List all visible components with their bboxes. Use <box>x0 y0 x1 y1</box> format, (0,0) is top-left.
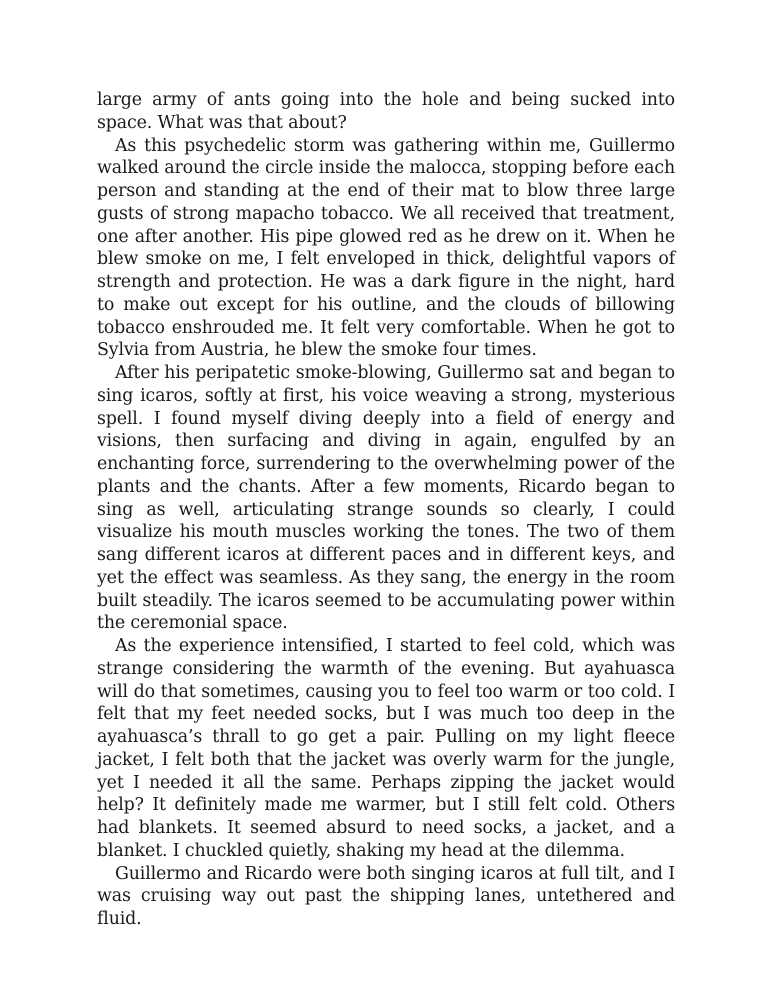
paragraph-icaros: After his peripatetic smoke-blowing, Guillermo sat and began to sing icaros, softly at first, his voice weaving a strong, mysterious spell. I found myself diving deeply into a field of energy and visions, then surfacing and diving in again, engulfed by an enchanting force, surrendering to the overwhelming power of the plants and the chants. After a few moments, Ricardo began to sing as well, articulating strange sounds so clearly, I could visualize his mouth muscles working the tones. The two of them sang different icaros at different paces and in different keys, and yet the effect was seamless. As they sang, the energy in the room built steadily. The icaros seemed to be accumulating power within the ceremonial space. <box>97 363 675 634</box>
paragraph-continued: large army of ants going into the hole and being sucked into space. What was that about? <box>97 90 675 133</box>
paragraph-smoke-blowing: As this psychedelic storm was gathering within me, Guillermo walked around the circle inside the malocca, stopping before each person and standing at the end of their mat to blow three large gusts of strong mapacho tobacco. We all received that treatment, one after another. His pipe glowed red as he drew on it. When he blew smoke on me, I felt enveloped in thick, delightful vapors of strength and protection. He was a dark figure in the night, hard to make out except for his outline, and the clouds of billowing tobacco enshrouded me. It felt very comfortable. When he got to Sylvia from Austria, he blew the smoke four times. <box>97 135 675 361</box>
paragraph-feeling-cold: As the experience intensified, I started to feel cold, which was strange considering the warmth of the evening. But ayahuasca will do that sometimes, causing you to feel too warm or too cold. I felt that my feet needed socks, but I was much too deep in the ayahuasca’s thrall to go get a pair. Pulling on my light fleece jacket, I felt both that the jacket was overly warm for the jungle, yet I needed it all the same. Perhaps zipping the jacket would help? It definitely made me warmer, but I still felt cold. Others had blankets. It seemed absurd to need socks, a jacket, and a blanket. I chuckled quietly, shaking my head at the dilemma. <box>97 636 675 861</box>
paragraph-full-tilt: Guillermo and Ricardo were both singing icaros at full tilt, and I was cruising way out past the shipping lanes, untethered and fluid. <box>97 863 675 929</box>
page-body <box>97 89 675 931</box>
